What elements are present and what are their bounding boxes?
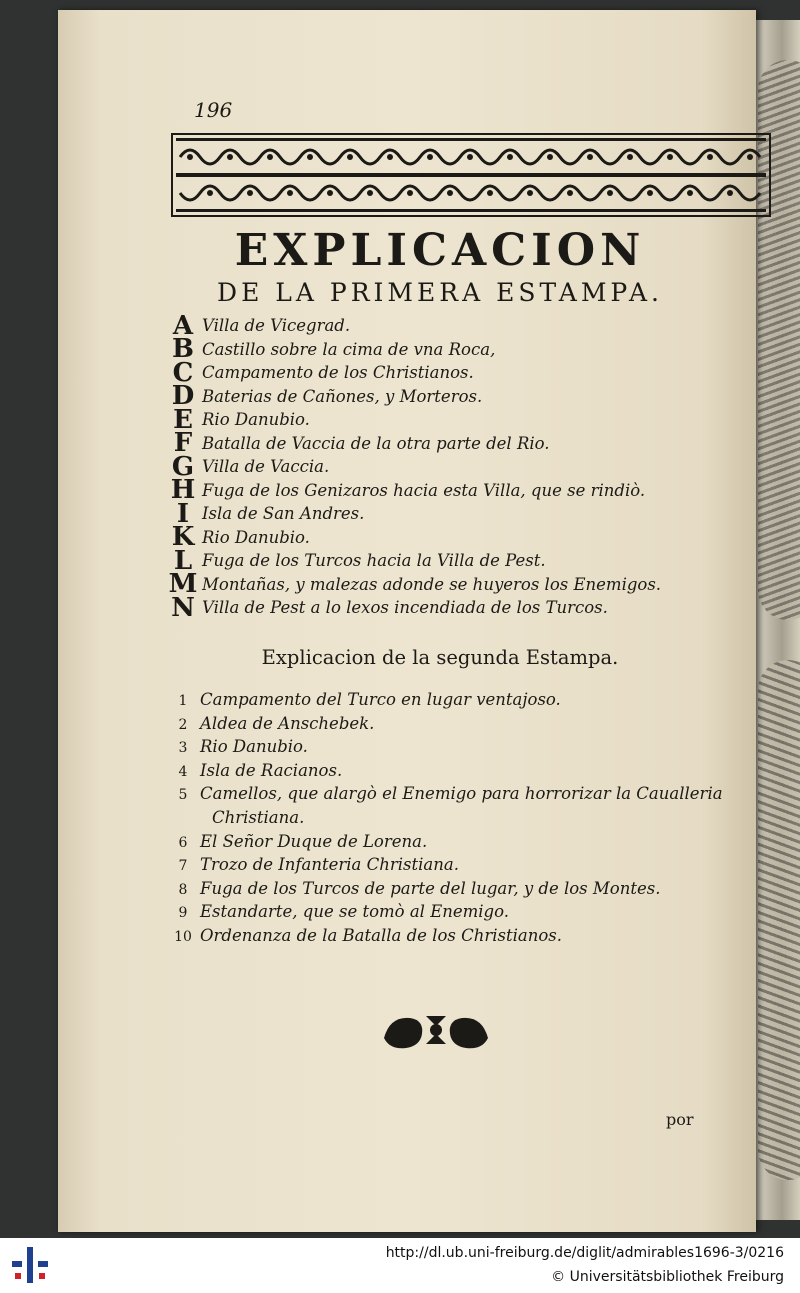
legend-key: L bbox=[173, 545, 193, 576]
legend-row bbox=[168, 498, 661, 529]
book-page bbox=[58, 10, 756, 1232]
legend-row bbox=[170, 690, 723, 714]
footer-bar bbox=[0, 1238, 800, 1293]
main-title: EXPLICACION bbox=[234, 225, 646, 276]
legend-text: Campamento del Turco en lugar ventajoso. bbox=[200, 690, 561, 709]
legend-row bbox=[168, 381, 661, 412]
headpiece-ornament bbox=[170, 132, 772, 218]
legend-text: Batalla de Vaccia de la otra parte del Rio. bbox=[202, 433, 550, 453]
legend-key: K bbox=[171, 522, 195, 553]
legend-text: Villa de Vaccia. bbox=[202, 457, 330, 477]
legend-row bbox=[168, 475, 661, 506]
legend-row bbox=[170, 879, 723, 903]
legend-row bbox=[170, 784, 723, 808]
legend-key: D bbox=[171, 381, 195, 412]
legend-number: 9 bbox=[178, 905, 188, 922]
legend-text: Isla de San Andres. bbox=[202, 504, 365, 524]
legend-text: Ordenanza de la Batalla de los Christianos. bbox=[200, 925, 563, 945]
legend-row bbox=[170, 855, 723, 879]
legend-key: B bbox=[172, 334, 194, 365]
legend-row bbox=[170, 737, 723, 761]
legend-row bbox=[170, 902, 723, 926]
legend-key: C bbox=[172, 357, 194, 388]
legend-key: H bbox=[170, 475, 196, 506]
legend-text: Campamento de los Christianos. bbox=[202, 363, 474, 383]
page-number: 196 bbox=[194, 98, 233, 122]
legend-text: Fuga de los Genizaros hacia esta Villa, que se rindiò. bbox=[202, 480, 646, 500]
legend-text: Villa de Pest a lo lexos incendiada de los Turcos. bbox=[202, 598, 608, 618]
catchword: por bbox=[666, 1110, 694, 1129]
legend-row bbox=[168, 404, 661, 435]
legend-text: Isla de Racianos. bbox=[200, 760, 343, 780]
engraving-oval-bottom bbox=[758, 660, 800, 1180]
legend-number: 6 bbox=[178, 834, 188, 851]
sub-title: DE LA PRIMERA ESTAMPA. bbox=[217, 278, 663, 307]
legend-key: M bbox=[168, 569, 198, 600]
legend-row bbox=[168, 357, 661, 388]
legend-text: Estandarte, que se tomò al Enemigo. bbox=[200, 902, 510, 922]
legend-second-plate bbox=[170, 690, 723, 950]
legend-number: 4 bbox=[178, 763, 188, 780]
legend-row bbox=[170, 761, 723, 785]
legend-number: 2 bbox=[178, 716, 188, 733]
legend-first-plate bbox=[168, 310, 662, 623]
fleuron-ornament bbox=[380, 1008, 492, 1052]
legend-row bbox=[168, 545, 661, 576]
legend-row bbox=[168, 451, 661, 482]
legend-text: Camellos, que alargò el Enemigo para horrorizar la Caualleria bbox=[200, 784, 723, 804]
legend-text: Christiana. bbox=[212, 807, 305, 827]
page-url-link[interactable]: http://dl.ub.uni-freiburg.de/diglit/admirables1696-3/0216 bbox=[385, 1245, 784, 1261]
legend-row bbox=[168, 522, 661, 553]
legend-row bbox=[170, 832, 723, 856]
legend-number: 1 bbox=[178, 693, 188, 709]
section-heading-second-plate: Explicacion de la segunda Estampa. bbox=[261, 646, 619, 669]
legend-row bbox=[170, 926, 723, 950]
legend-row bbox=[168, 569, 662, 600]
legend-key: A bbox=[172, 310, 194, 341]
legend-text: El Señor Duque de Lorena. bbox=[200, 831, 428, 851]
legend-key: N bbox=[171, 592, 195, 623]
legend-row bbox=[168, 310, 661, 341]
legend-number: 3 bbox=[178, 740, 188, 757]
legend-number: 10 bbox=[174, 928, 192, 945]
legend-key: G bbox=[171, 451, 195, 482]
legend-text: Fuga de los Turcos de parte del lugar, y de los Montes. bbox=[200, 878, 661, 898]
legend-text: Trozo de Infanteria Christiana. bbox=[200, 855, 459, 875]
copyright-notice: © Universitätsbibliothek Freiburg bbox=[551, 1269, 784, 1285]
legend-text: Villa de Vicegrad. bbox=[202, 316, 351, 336]
legend-row bbox=[168, 428, 661, 459]
legend-text: Rio Danubio. bbox=[202, 410, 310, 430]
legend-row bbox=[168, 592, 661, 623]
legend-number: 5 bbox=[178, 787, 188, 804]
legend-number: 8 bbox=[178, 881, 188, 898]
legend-key: I bbox=[176, 498, 190, 529]
legend-text: Baterias de Cañones, y Morteros. bbox=[202, 386, 483, 406]
legend-text: Aldea de Anschebek. bbox=[200, 713, 375, 733]
legend-text: Fuga de los Turcos hacia la Villa de Pest. bbox=[202, 551, 546, 571]
legend-text: Rio Danubio. bbox=[202, 527, 310, 547]
legend-key: E bbox=[173, 404, 193, 435]
legend-row bbox=[170, 714, 723, 738]
legend-row-continuation bbox=[170, 808, 723, 832]
legend-number: 7 bbox=[178, 858, 188, 875]
legend-key: F bbox=[173, 428, 193, 459]
legend-text: Castillo sobre la cima de vna Roca, bbox=[202, 339, 496, 359]
library-logo-icon[interactable] bbox=[10, 1243, 50, 1287]
legend-row bbox=[168, 334, 661, 365]
legend-text: Rio Danubio. bbox=[200, 737, 308, 757]
legend-text: Montañas, y malezas adonde se huyeros los Enemigos. bbox=[202, 574, 662, 594]
